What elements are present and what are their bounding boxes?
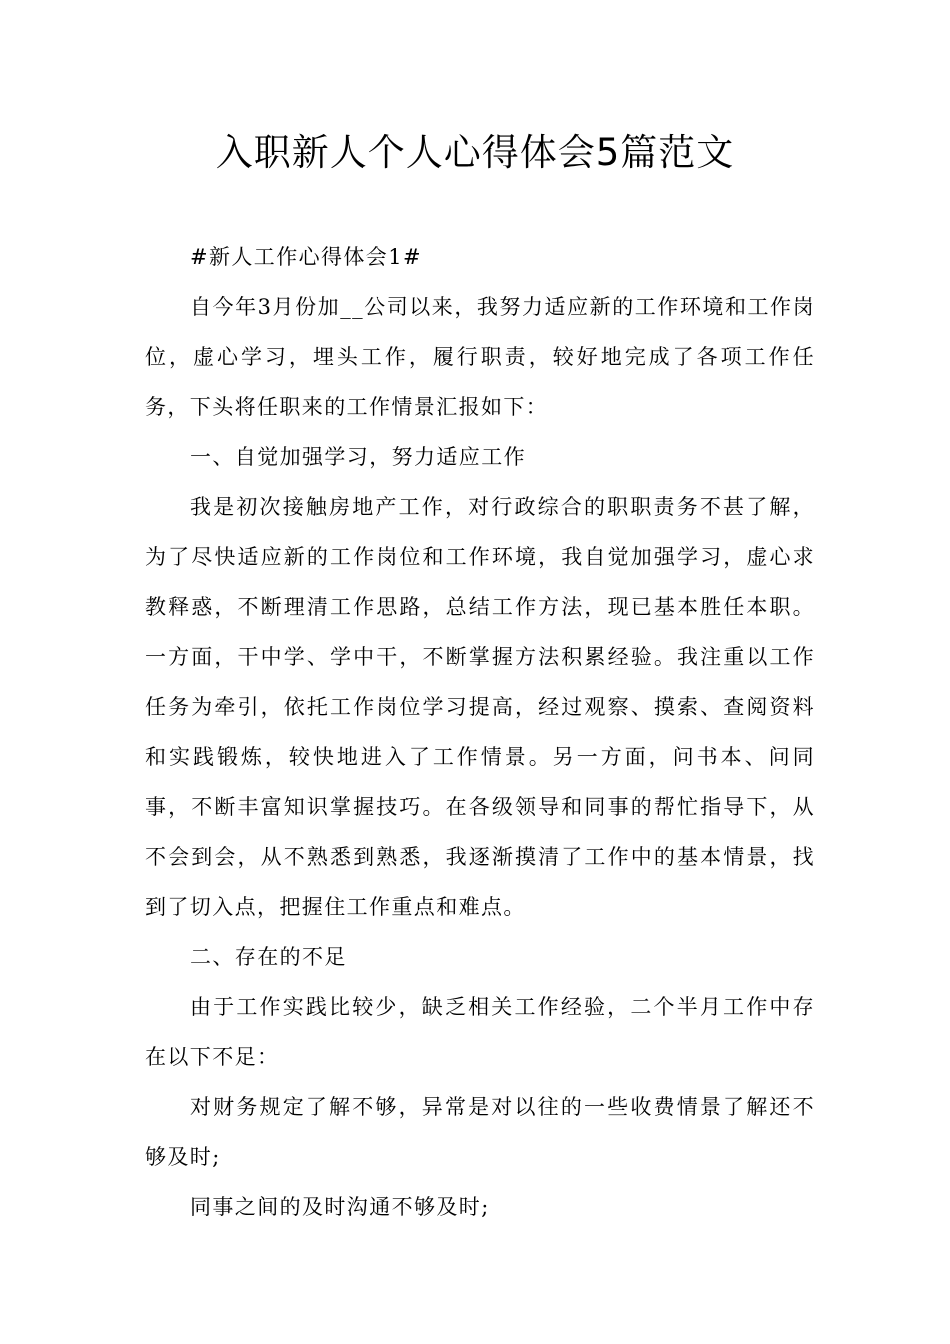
section-heading-1: #新人工作心得体会1# <box>190 245 422 269</box>
subheading-learning: 一、自觉加强学习，努力适应工作 <box>190 445 526 469</box>
paragraph-communication: 同事之间的及时沟通不够及时; <box>190 1195 490 1219</box>
document-body <box>145 232 815 1232</box>
subheading-shortcomings: 二、存在的不足 <box>190 945 347 969</box>
paragraph-finance: 对财务规定了解不够，异常是对以往的一些收费情景了解还不够及时; <box>145 1095 815 1169</box>
document-title: 入职新人个人心得体会5篇范文 <box>215 131 735 174</box>
paragraph-shortcomings: 由于工作实践比较少，缺乏相关工作经验，二个半月工作中存在以下不足： <box>145 995 815 1069</box>
paragraph-intro: 自今年3月份加__公司以来，我努力适应新的工作环境和工作岗位，虚心学习，埋头工作，履行职责，较好地完成了各项工作任务，下头将任职来的工作情景汇报如下： <box>145 295 815 419</box>
paragraph-learning: 我是初次接触房地产工作，对行政综合的职职责务不甚了解，为了尽快适应新的工作岗位和工作环境，我自觉加强学习，虚心求教释惑，不断理清工作思路，总结工作方法，现已基本胜任本职。一方面，干中学、学中干，不断掌握方法积累经验。我注重以工作任务为牵引，依托工作岗位学习提高，经过观察、摸索、查阅资料和实践锻炼，较快地进入了工作情景。另一方面，问书本、问同事，不断丰富知识掌握技巧。在各级领导和同事的帮忙指导下，从不会到会，从不熟悉到熟悉，我逐渐摸清了工作中的基本情景，找到了切入点，把握住工作重点和难点。 <box>145 495 815 919</box>
